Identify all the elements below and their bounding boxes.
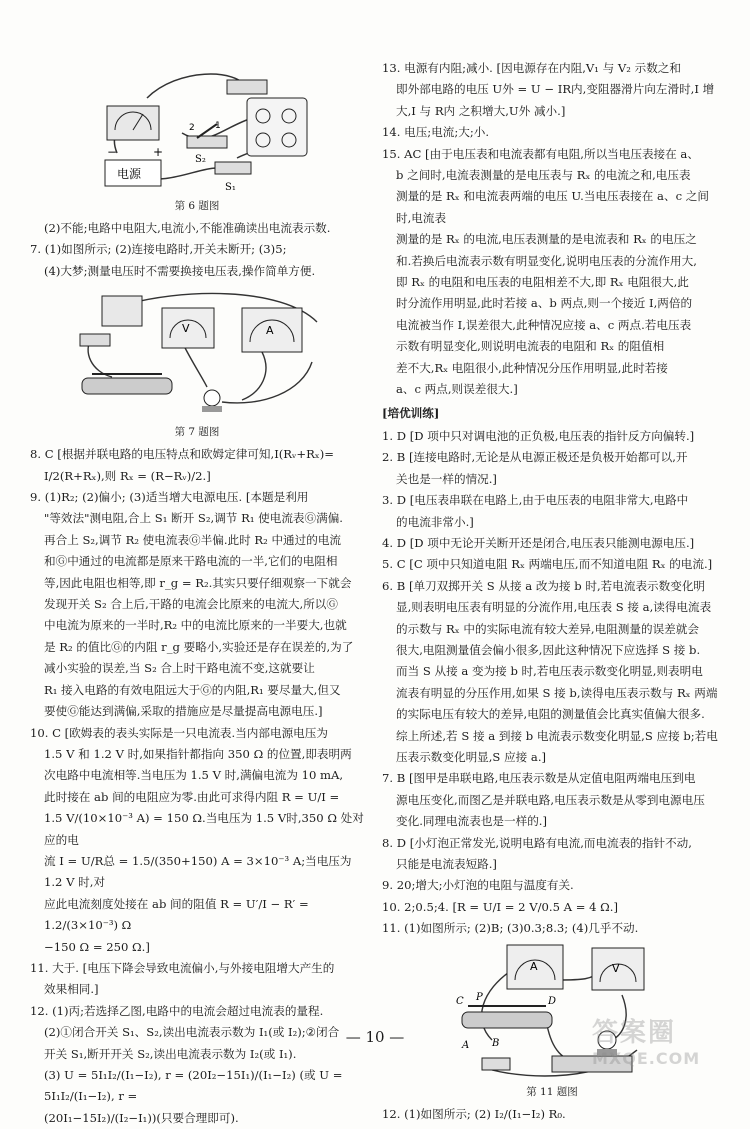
watermark-text: 答案圈 (592, 1018, 677, 1048)
text-line: 15. AC [由于电压表和电流表都有电阻,所以当电压表接在 a、 (382, 146, 699, 161)
text-line: 即 Rₓ 的电阻和电压表的电阻相差不大,即 Rₓ 电阻很大,此 (396, 275, 689, 290)
svg-text:S₂: S₂ (195, 154, 206, 165)
text-line: 和.若换后电流表示数有明显变化,说明电压表的分流作用大, (396, 253, 697, 268)
svg-text:−: − (107, 145, 118, 159)
t11-answer: 11. (1)如图所示; (2)B; (3)0.3;8.3; (4)几乎不动. (382, 921, 639, 936)
figure-6-circuit (77, 58, 317, 196)
q13-answer (382, 58, 722, 122)
right-column (382, 58, 722, 1125)
bulb-icon (204, 390, 220, 406)
text-line: 差不大,Rₓ 电阻很小,此种情况分压作用明显,此时若接 (396, 360, 668, 375)
text-line: 8. D [小灯泡正常发光,说明电路有电流,而电流表的指针不动, (382, 835, 692, 850)
text-line: 大,I 与 R内 之积增大,U外 减小.] (396, 103, 566, 118)
text-line: 测量的是 Rₓ 和电流表两端的电压 U.当电压表接在 a、c 之间时,电流表 (396, 189, 709, 225)
text-line: 要使Ⓖ能达到满偏,采取的措施应是尽量提高电源电压.] (44, 704, 323, 719)
left-column (30, 58, 364, 1129)
text-line: 即外部电路的电压 U外 = U − IR内,变阻器滑片向左滑时,I 增 (396, 82, 715, 97)
svg-text:电源: 电源 (117, 167, 142, 181)
text-line: 时分流作用明显,此时若接 a、b 两点,则一个接近 I,两倍的 (396, 296, 693, 311)
t9-answer: 9. 20;增大;小灯泡的电阻与温度有关. (382, 878, 574, 893)
text-line: 的示数与 Rₓ 中的实际电流有较大差异,电阻测量的误差就会 (396, 621, 699, 636)
q11-answer (30, 958, 364, 1001)
text-line: 源电压变化,而图乙是并联电路,电压表示数是从零到电源电压 (396, 792, 705, 807)
switch-icon (482, 1058, 510, 1070)
svg-text:A: A (266, 324, 274, 338)
text-line: 减小实验的误差,当 S₂ 合上时干路电流不变,这就要让 (44, 661, 315, 676)
figure-7-circuit (62, 282, 332, 422)
watermark-url: MXQE.COM (592, 1049, 701, 1068)
t7-answer (382, 768, 722, 832)
svg-text:2: 2 (189, 123, 195, 133)
svg-text:C: C (456, 995, 464, 1007)
text-line: 1.5 V 和 1.2 V 时,如果指针都指向 350 Ω 的位置,即表明两 (44, 746, 352, 761)
text-line: 开关 S₁,断开开关 S₂,读出电流表示数为 I₂(或 I₁). (44, 1046, 297, 1061)
text-line: 此时接在 ab 间的电阻应为零.由此可求得内阻 R = U/I = (44, 789, 340, 804)
t6-answer (382, 576, 722, 769)
switch-icon (227, 80, 267, 94)
text-line: 的实际电压有较大的差异,电阻的测量值会比真实值偏大很多. (396, 707, 705, 722)
switch-s2-icon (187, 136, 227, 148)
t10-answer: 10. 2;0.5;4. [R = U/I = 2 V/0.5 A = 4 Ω.] (382, 899, 618, 914)
t5-answer: 5. C [C 项中只知道电阻 Rₓ 两端电压,而不知道电阻 Rₓ 的电流.] (382, 557, 713, 572)
text-line: 示数有明显变化,则说明电流表的电阻和 Rₓ 的阻值相 (396, 339, 665, 354)
q7-line1: 7. (1)如图所示; (2)连接电路时,开关未断开; (3)5; (30, 242, 287, 257)
text-line: 9. (1)R₂; (2)偏小; (3)适当增大电源电压. [本题是利用 (30, 490, 309, 505)
text-line: R₁ 接入电路的有效电阻远大于Ⓖ的内阻,R₁ 要尽量大,但又 (44, 682, 341, 697)
resistance-box-icon (247, 98, 307, 156)
text-line: 测量的是 Rₓ 的电流,电压表测量的是电流表和 Rₓ 的电压之 (396, 232, 697, 247)
text-line: 11. 大于. [电压下降会导致电流偏小,与外接电阻增大产生的 (30, 960, 335, 975)
text-line: 的电流非常小.] (396, 514, 474, 529)
figure-6-caption: 第 6 题图 (174, 200, 220, 212)
text-line: (3) U = 5I₁I₂/(I₁−I₂), r = (20I₂−15I₁)/(I₁−I₂) (或 U = 5I₁I₂/(I₁−I₂), r = (44, 1068, 343, 1104)
figure-11-caption: 第 11 题图 (526, 1085, 578, 1098)
text-line: 显,则表明电压表有明显的分流作用,电压表 S 接 a,读得电流表 (396, 600, 712, 615)
battery-icon (102, 296, 142, 326)
rheostat-icon (462, 1012, 552, 1028)
text-line: 效果相同.] (44, 982, 99, 997)
text-line: 7. B [图甲是串联电路,电压表示数是从定值电阻两端电压到电 (382, 771, 696, 786)
text-line: 很大,电阻测量值会偏小很多,因此这种情况下应选择 S 接 b. (396, 642, 701, 657)
svg-text:V: V (182, 322, 190, 336)
text-line: (20I₁−15I₂)/(I₂−I₁))(只要合理即可). (44, 1110, 239, 1125)
t1-answer: 1. D [D 项中只对调电池的正负极,电压表的指针反方向偏转.] (382, 428, 695, 443)
text-line: −150 Ω = 250 Ω.] (44, 939, 150, 954)
text-line: "等效法"测电阻,合上 S₁ 断开 S₂,调节 R₁ 使电流表Ⓖ满偏. (44, 511, 343, 526)
q7-line2: (4)大梦;测量电压时不需要换接电压表,操作简单方便. (44, 263, 316, 278)
text-line: 12. (1)丙;若选择乙图,电路中的电流会超过电流表的量程. (30, 1003, 324, 1018)
text-line: 再合上 S₂,调节 R₂ 使电流表Ⓖ半偏.此时 R₂ 中通过的电流 (44, 532, 342, 547)
text-line: a、c 两点,则误差很大.] (396, 382, 518, 397)
q8-line2: I/2(R+Rₓ),则 Rₓ = (R−Rᵥ)/2.] (44, 468, 211, 483)
text-line: 变化.同理电流表也是一样的.] (396, 814, 548, 829)
q15-answer (382, 144, 722, 401)
ammeter-icon (107, 106, 159, 140)
svg-text:D: D (548, 995, 557, 1007)
switch-icon (80, 334, 110, 346)
q12-answer (30, 1001, 364, 1129)
text-line: (2)①闭合开关 S₁、S₂,读出电流表示数为 I₁(或 I₂);②闭合 (44, 1025, 340, 1040)
text-line: 只能是电流表短路.] (396, 857, 497, 872)
text-line: 6. B [单刀双掷开关 S 从接 a 改为接 b 时,若电流表示数变化明 (382, 578, 706, 593)
svg-text:P: P (476, 991, 483, 1003)
page-number: — 10 — (345, 1028, 405, 1046)
rheostat-icon (82, 378, 172, 394)
text-line: 等,因此电阻也相等,即 r_g = R₂.其实只要仔细观察一下就会 (44, 575, 352, 590)
t12-answer: 12. (1)如图所示; (2) I₂/(I₁−I₂) R₀. (382, 1106, 566, 1121)
text-line: 10. C [欧姆表的表头实际是一只电流表.当内部电源电压为 (30, 725, 328, 740)
text-line: 2. B [连接电路时,无论是从电源正极还是负极开始都可以,开 (382, 450, 688, 465)
text-line: 应此电流刻度处接在 ab 间的阻值 R = U′/I − R′ = 1.2/(3×10⁻³) Ω (44, 896, 309, 933)
q6-part2: (2)不能;电路中电阻大,电流小,不能准确读出电流表示数. (44, 221, 331, 235)
text-line: 3. D [电压表串联在电路上,由于电压表的电阻非常大,电路中 (382, 493, 689, 508)
q8-line1: 8. C [根据并联电路的电压特点和欧姆定律可知,I(Rᵥ+Rₓ)= (30, 447, 334, 462)
text-line: 关也是一样的情况.] (396, 471, 497, 486)
q10-answer (30, 723, 364, 958)
section-heading: [培优训练] (382, 405, 440, 420)
text-line: b 之间时,电流表测量的是电压表与 Rₓ 的电流之和,电压表 (396, 168, 691, 183)
q9-answer (30, 487, 364, 722)
text-line: 发现开关 S₂ 合上后,干路的电流会比原来的电流大,所以Ⓖ (44, 597, 338, 612)
text-line: 次电路中电流相等.当电压为 1.5 V 时,满偏电流为 10 mA, (44, 768, 344, 783)
svg-text:S₁: S₁ (225, 182, 236, 193)
text-line: 1.5 V/(10×10⁻³ A) = 150 Ω.当电压为 1.5 V时,350 Ω 处对应的电 (44, 811, 364, 847)
text-line: 是 R₂ 的值比Ⓖ的内阻 r_g 要略小,实验还是存在误差的,为了 (44, 639, 354, 654)
svg-text:A: A (530, 959, 538, 973)
svg-text:1: 1 (215, 121, 221, 131)
svg-text:+: + (153, 145, 164, 159)
text-line: 流表有明显的分压作用,如果 S 接 b,读得电压表示数与 Rₓ 两端 (396, 685, 718, 700)
text-line: 电流被当作 I,误差很大,此种情况应接 a、c 两点.若电压表 (396, 317, 692, 332)
svg-text:B: B (492, 1037, 500, 1049)
svg-text:A: A (462, 1039, 470, 1051)
text-line: 和Ⓖ中通过的电流都是原来干路电流的一半,它们的电阻相 (44, 554, 338, 569)
text-line: 而当 S 从接 a 变为接 b 时,若电压表示数变化明显,则表明电 (396, 664, 703, 679)
switch-s1-icon (215, 162, 251, 174)
text-line: 流 I = U/R总 = 1.5/(350+150) A = 3×10⁻³ A;当电压为 1.2 V 时,对 (44, 853, 352, 890)
figure-7-caption: 第 7 题图 (174, 426, 220, 439)
text-line: 综上所述,若 S 接 a 到接 b 电流表示数变化明显,S 应接 b;若电 (396, 728, 718, 743)
q14-answer: 14. 电压;电流;大;小. (382, 125, 490, 140)
svg-text:V: V (612, 961, 620, 975)
t4-answer: 4. D [D 项中无论开关断开还是闭合,电压表只能测电源电压.] (382, 535, 695, 550)
text-line: 中电流为原来的一半时,R₂ 中的电流比原来的一半要大,也就 (44, 618, 347, 633)
text-line: 13. 电源有内阻;减小. [因电源存在内阻,V₁ 与 V₂ 示数之和 (382, 61, 681, 75)
text-line: 压表示数变化明显,S 应接 a.] (396, 750, 547, 764)
watermark-logo (592, 1012, 732, 1068)
